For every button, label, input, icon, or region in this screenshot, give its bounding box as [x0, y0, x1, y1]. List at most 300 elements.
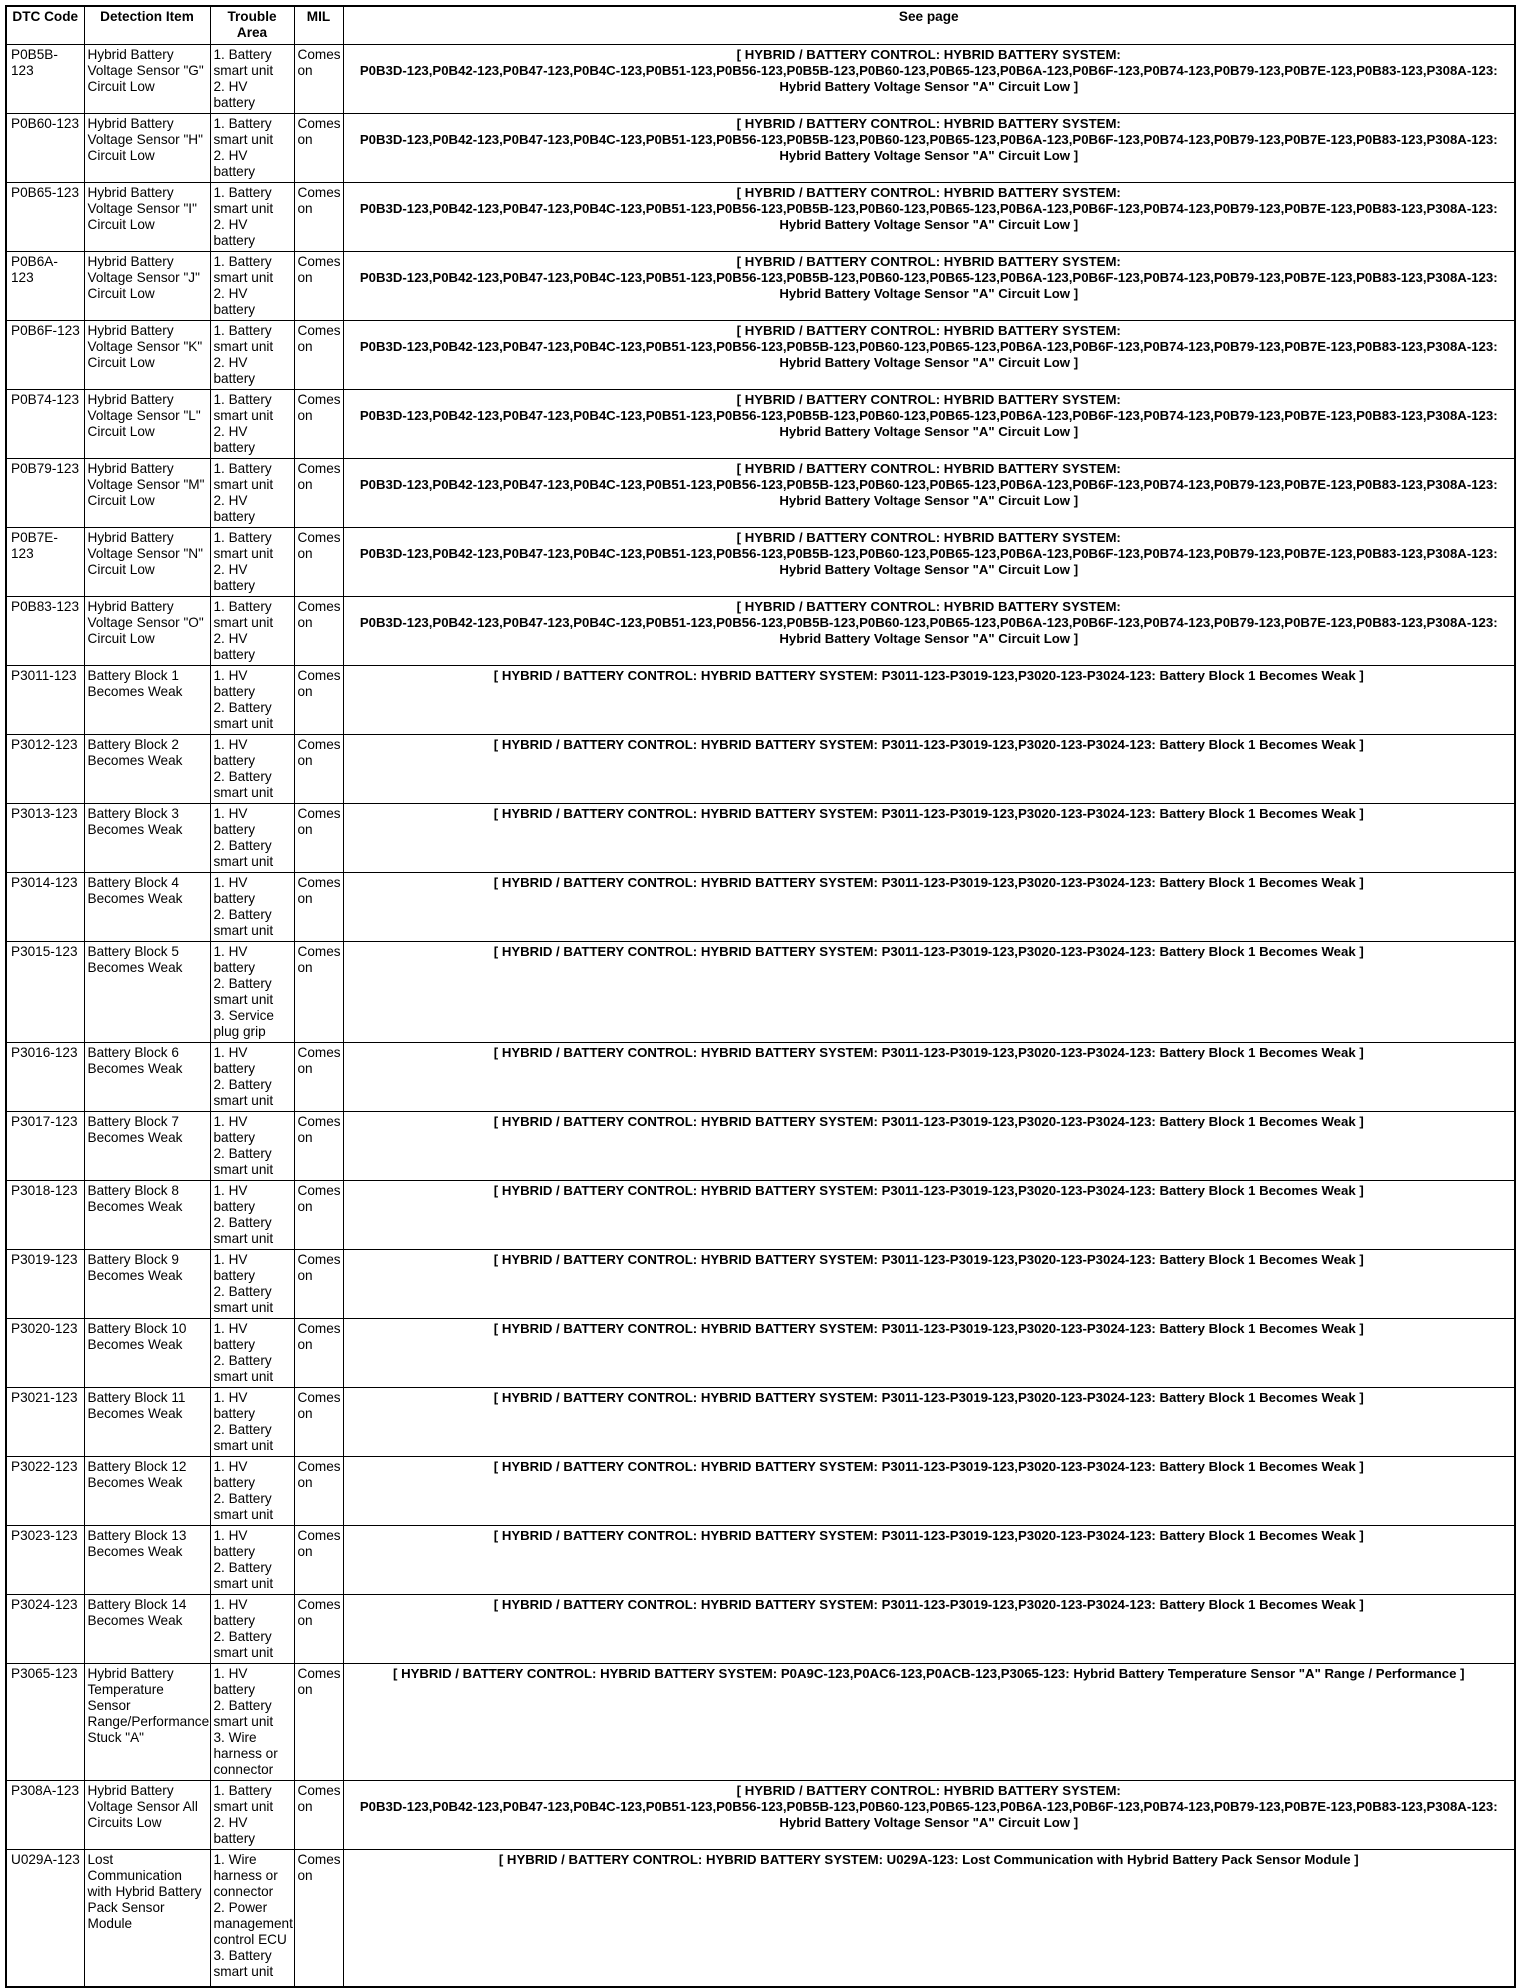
detection-item-line: Voltage Sensor "M" — [87, 476, 205, 492]
trouble-area-line: 2. HV battery — [213, 147, 256, 179]
see-page-link[interactable] — [343, 458, 1515, 527]
trouble-area-line: 1. Battery — [213, 529, 272, 545]
trouble-area-line: connector — [213, 1883, 274, 1899]
dtc-code: P3011-123 — [11, 667, 77, 683]
detection-item-line: Battery Block 4 — [87, 874, 179, 890]
trouble-area-line: 1. Wire — [213, 1851, 257, 1867]
detection-item-line: Hybrid Battery — [87, 1665, 174, 1681]
dtc-code-cell — [6, 872, 84, 941]
detection-item-cell — [84, 458, 210, 527]
mil-cell — [294, 182, 343, 251]
mil-line: on — [297, 1612, 313, 1628]
see-page-link[interactable] — [343, 803, 1515, 872]
trouble-area-line: 1. Battery — [213, 1782, 272, 1798]
see-page-line: P0B3D-123,P0B42-123,P0B47-123,P0B4C-123,P0B51-123,P0B56-123,P0B5B-123,P0B60-123,P0B65-123,P0B6A-123,P0B6F-123,P0B74-123,P0B79-123,P0B7E-123,P0B83-123,P308A-123: — [359, 62, 1498, 78]
dtc-code-cell — [6, 320, 84, 389]
see-page-line: [ HYBRID / BATTERY CONTROL: HYBRID BATTERY SYSTEM: — [736, 115, 1121, 131]
detection-item-line: Hybrid Battery — [87, 46, 174, 62]
detection-item-cell — [84, 1663, 210, 1780]
see-page-line: P0B3D-123,P0B42-123,P0B47-123,P0B4C-123,P0B51-123,P0B56-123,P0B5B-123,P0B60-123,P0B65-123,P0B6A-123,P0B6F-123,P0B74-123,P0B79-123,P0B7E-123,P0B83-123,P308A-123: — [359, 476, 1498, 492]
dtc-code: P0B6A-123 — [11, 253, 58, 285]
dtc-code-cell — [6, 1780, 84, 1849]
detection-item-line: Circuit Low — [87, 216, 155, 232]
see-page-line: [ HYBRID / BATTERY CONTROL: HYBRID BATTERY SYSTEM: P3011-123-P3019-123,P3020-123-P3024-123: Battery Block 1 Becomes Weak ] — [493, 874, 1364, 890]
dtc-code: U029A-123 — [11, 1851, 80, 1867]
mil-line: Comes — [297, 667, 341, 683]
detection-item-cell — [84, 182, 210, 251]
detection-item-line: Battery Block 14 — [87, 1596, 187, 1612]
trouble-area-line: smart unit — [213, 131, 274, 147]
see-page-link[interactable] — [343, 320, 1515, 389]
trouble-area-line: connector — [213, 1761, 274, 1777]
dtc-code: P3014-123 — [11, 874, 78, 890]
dtc-code-cell — [6, 1042, 84, 1111]
trouble-area-cell — [210, 458, 294, 527]
mil-line: on — [297, 269, 313, 285]
detection-item-line: Range/Performance — [87, 1713, 210, 1729]
trouble-area-line: smart unit — [213, 476, 274, 492]
mil-line: on — [297, 1867, 313, 1883]
detection-item-line: Battery Block 1 — [87, 667, 179, 683]
see-page-link[interactable] — [343, 1594, 1515, 1663]
detection-item-line: Voltage Sensor "O" — [87, 614, 204, 630]
see-page-link[interactable] — [343, 44, 1515, 113]
table-row — [6, 458, 1515, 527]
trouble-area-cell — [210, 1849, 294, 1987]
dtc-code-cell — [6, 182, 84, 251]
see-page-link[interactable] — [343, 1042, 1515, 1111]
trouble-area-cell — [210, 803, 294, 872]
dtc-code-cell — [6, 1663, 84, 1780]
trouble-area-line: 2. HV battery — [213, 423, 256, 455]
dtc-code: P3023-123 — [11, 1527, 78, 1543]
mil-cell — [294, 665, 343, 734]
trouble-area-line: smart unit — [213, 1092, 274, 1108]
dtc-code-cell — [6, 113, 84, 182]
detection-item-line: Voltage Sensor "N" — [87, 545, 203, 561]
trouble-area-line: 2. Battery — [213, 1352, 272, 1368]
trouble-area-cell — [210, 734, 294, 803]
trouble-area-line: smart unit — [213, 1299, 274, 1315]
see-page-link[interactable] — [343, 1525, 1515, 1594]
detection-item-line: Voltage Sensor "J" — [87, 269, 200, 285]
table-row — [6, 872, 1515, 941]
dtc-code-cell — [6, 44, 84, 113]
see-page-link[interactable] — [343, 1780, 1515, 1849]
dtc-code: P0B7E-123 — [11, 529, 58, 561]
mil-line: Comes — [297, 874, 341, 890]
dtc-code: P3065-123 — [11, 1665, 78, 1681]
trouble-area-cell — [210, 1456, 294, 1525]
table-row — [6, 1387, 1515, 1456]
trouble-area-cell — [210, 1111, 294, 1180]
dtc-code-cell — [6, 1849, 84, 1987]
detection-item-line: Becomes Weak — [87, 1405, 183, 1421]
mil-line: Comes — [297, 460, 341, 476]
see-page-link[interactable] — [343, 1849, 1515, 1987]
dtc-code-cell — [6, 1111, 84, 1180]
dtc-code-cell — [6, 1318, 84, 1387]
mil-line: Comes — [297, 46, 341, 62]
trouble-area-line: 1. HV battery — [213, 874, 256, 906]
see-page-link[interactable] — [343, 527, 1515, 596]
trouble-area-line: smart unit — [213, 1644, 274, 1660]
mil-line: Comes — [297, 1251, 341, 1267]
trouble-area-cell — [210, 389, 294, 458]
trouble-area-line: 3. Battery — [213, 1947, 272, 1963]
trouble-area-line: harness or — [213, 1745, 278, 1761]
table-row — [6, 1318, 1515, 1387]
see-page-link[interactable] — [343, 1318, 1515, 1387]
see-page-link[interactable] — [343, 1180, 1515, 1249]
trouble-area-line: 2. Battery — [213, 1697, 272, 1713]
dtc-code-cell — [6, 596, 84, 665]
table-row — [6, 1594, 1515, 1663]
trouble-area-line: 1. HV battery — [213, 1527, 256, 1559]
detection-item-line: Becomes Weak — [87, 1198, 183, 1214]
dtc-code: P3013-123 — [11, 805, 78, 821]
trouble-area-line: 1. HV battery — [213, 1458, 256, 1490]
detection-item-line: Lost — [87, 1851, 114, 1867]
detection-item-cell — [84, 527, 210, 596]
table-row — [6, 734, 1515, 803]
mil-cell — [294, 1318, 343, 1387]
mil-cell — [294, 320, 343, 389]
trouble-area-line: 1. HV battery — [213, 1320, 256, 1352]
see-page-line: [ HYBRID / BATTERY CONTROL: HYBRID BATTERY SYSTEM: P3011-123-P3019-123,P3020-123-P3024-123: Battery Block 1 Becomes Weak ] — [493, 1596, 1364, 1612]
detection-item-line: Circuit Low — [87, 630, 155, 646]
detection-item-line: Becomes Weak — [87, 1336, 183, 1352]
detection-item-line: Voltage Sensor "H" — [87, 131, 203, 147]
mil-cell — [294, 1780, 343, 1849]
mil-line: on — [297, 62, 313, 78]
detection-item-line: Becomes Weak — [87, 1612, 183, 1628]
detection-item-line: Battery Block 3 — [87, 805, 179, 821]
detection-item-cell — [84, 1456, 210, 1525]
table-row — [6, 1249, 1515, 1318]
trouble-area-line: 1. Battery — [213, 598, 272, 614]
detection-item-line: Battery Block 9 — [87, 1251, 179, 1267]
trouble-area-line: 3. Service — [213, 1007, 274, 1023]
table-row — [6, 1849, 1515, 1987]
header-dtc-code: DTC Code — [6, 6, 84, 44]
trouble-area-line: smart unit — [213, 1713, 274, 1729]
detection-item-line: Hybrid Battery — [87, 598, 174, 614]
see-page-line: P0B3D-123,P0B42-123,P0B47-123,P0B4C-123,P0B51-123,P0B56-123,P0B5B-123,P0B60-123,P0B65-123,P0B6A-123,P0B6F-123,P0B74-123,P0B79-123,P0B7E-123,P0B83-123,P308A-123: — [359, 407, 1498, 423]
see-page-line: [ HYBRID / BATTERY CONTROL: HYBRID BATTERY SYSTEM: P3011-123-P3019-123,P3020-123-P3024-123: Battery Block 1 Becomes Weak ] — [493, 736, 1364, 752]
mil-line: Comes — [297, 529, 341, 545]
detection-item-cell — [84, 734, 210, 803]
see-page-line: Hybrid Battery Voltage Sensor "A" Circuit Low ] — [779, 78, 1079, 94]
table-row — [6, 1456, 1515, 1525]
mil-line: Comes — [297, 805, 341, 821]
see-page-line: Hybrid Battery Voltage Sensor "A" Circuit Low ] — [779, 354, 1079, 370]
see-page-link[interactable] — [343, 734, 1515, 803]
detection-item-line: Circuit Low — [87, 561, 155, 577]
trouble-area-cell — [210, 596, 294, 665]
trouble-area-line: harness or — [213, 1867, 278, 1883]
trouble-area-line: smart unit — [213, 338, 274, 354]
trouble-area-line: smart unit — [213, 991, 274, 1007]
mil-line: on — [297, 338, 313, 354]
trouble-area-line: 1. HV battery — [213, 805, 256, 837]
see-page-line: [ HYBRID / BATTERY CONTROL: HYBRID BATTERY SYSTEM: P3011-123-P3019-123,P3020-123-P3024-123: Battery Block 1 Becomes Weak ] — [493, 1044, 1364, 1060]
mil-cell — [294, 1111, 343, 1180]
mil-cell — [294, 1042, 343, 1111]
detection-item-line: Pack Sensor — [87, 1899, 165, 1915]
detection-item-cell — [84, 872, 210, 941]
trouble-area-line: smart unit — [213, 1230, 274, 1246]
see-page-link[interactable] — [343, 1111, 1515, 1180]
trouble-area-line: smart unit — [213, 922, 274, 938]
mil-line: Comes — [297, 1782, 341, 1798]
detection-item-cell — [84, 941, 210, 1042]
detection-item-line: with Hybrid Battery — [87, 1883, 202, 1899]
dtc-code: P3016-123 — [11, 1044, 78, 1060]
dtc-code-cell — [6, 251, 84, 320]
see-page-link[interactable] — [343, 941, 1515, 1042]
dtc-code-cell — [6, 734, 84, 803]
detection-item-line: Sensor — [87, 1697, 131, 1713]
detection-item-line: Becomes Weak — [87, 1129, 183, 1145]
table-row — [6, 1780, 1515, 1849]
trouble-area-cell — [210, 1387, 294, 1456]
dtc-code-cell — [6, 527, 84, 596]
detection-item-line: Becomes Weak — [87, 1543, 183, 1559]
mil-line: on — [297, 1267, 313, 1283]
dtc-code: P3018-123 — [11, 1182, 78, 1198]
detection-item-line: Becomes Weak — [87, 959, 183, 975]
trouble-area-cell — [210, 941, 294, 1042]
dtc-code: P3017-123 — [11, 1113, 78, 1129]
trouble-area-cell — [210, 1594, 294, 1663]
see-page-link[interactable] — [343, 1456, 1515, 1525]
trouble-area-line: management — [213, 1915, 293, 1931]
detection-item-line: Battery Block 11 — [87, 1389, 186, 1405]
mil-cell — [294, 1456, 343, 1525]
mil-line: on — [297, 407, 313, 423]
see-page-line: [ HYBRID / BATTERY CONTROL: HYBRID BATTERY SYSTEM: — [736, 391, 1121, 407]
trouble-area-line: 1. HV battery — [213, 1251, 256, 1283]
mil-line: on — [297, 614, 313, 630]
detection-item-line: Hybrid Battery — [87, 322, 174, 338]
see-page-line: [ HYBRID / BATTERY CONTROL: HYBRID BATTERY SYSTEM: U029A-123: Lost Communication with Hybrid Battery Pack Sensor Module ] — [498, 1851, 1359, 1867]
dtc-code: P3012-123 — [11, 736, 78, 752]
detection-item-line: Battery Block 13 — [87, 1527, 187, 1543]
see-page-line: P0B3D-123,P0B42-123,P0B47-123,P0B4C-123,P0B51-123,P0B56-123,P0B5B-123,P0B60-123,P0B65-123,P0B6A-123,P0B6F-123,P0B74-123,P0B79-123,P0B7E-123,P0B83-123,P308A-123: — [359, 338, 1498, 354]
trouble-area-line: 1. Battery — [213, 460, 272, 476]
mil-line: on — [297, 200, 313, 216]
dtc-code: P0B5B-123 — [11, 46, 58, 78]
see-page-line: [ HYBRID / BATTERY CONTROL: HYBRID BATTERY SYSTEM: P3011-123-P3019-123,P3020-123-P3024-123: Battery Block 1 Becomes Weak ] — [493, 1458, 1364, 1474]
see-page-line: [ HYBRID / BATTERY CONTROL: HYBRID BATTERY SYSTEM: P3011-123-P3019-123,P3020-123-P3024-123: Battery Block 1 Becomes Weak ] — [493, 1182, 1364, 1198]
dtc-code: P3020-123 — [11, 1320, 78, 1336]
trouble-area-line: 2. Battery — [213, 975, 272, 991]
dtc-code-cell — [6, 803, 84, 872]
see-page-line: P0B3D-123,P0B42-123,P0B47-123,P0B4C-123,P0B51-123,P0B56-123,P0B5B-123,P0B60-123,P0B65-123,P0B6A-123,P0B6F-123,P0B74-123,P0B79-123,P0B7E-123,P0B83-123,P308A-123: — [359, 614, 1498, 630]
trouble-area-cell — [210, 1042, 294, 1111]
see-page-line: [ HYBRID / BATTERY CONTROL: HYBRID BATTERY SYSTEM: P3011-123-P3019-123,P3020-123-P3024-123: Battery Block 1 Becomes Weak ] — [493, 805, 1364, 821]
detection-item-line: Becomes Weak — [87, 683, 183, 699]
trouble-area-line: 1. HV battery — [213, 667, 256, 699]
dtc-code: P3021-123 — [11, 1389, 78, 1405]
detection-item-line: Battery Block 8 — [87, 1182, 179, 1198]
mil-cell — [294, 389, 343, 458]
see-page-link[interactable] — [343, 872, 1515, 941]
mil-cell — [294, 1849, 343, 1987]
see-page-line: [ HYBRID / BATTERY CONTROL: HYBRID BATTERY SYSTEM: P0A9C-123,P0AC6-123,P0ACB-123,P3065-123: Hybrid Battery Temperature Sensor "A" Range / Performance ] — [393, 1665, 1465, 1681]
detection-item-line: Circuit Low — [87, 423, 155, 439]
trouble-area-line: 2. Battery — [213, 1421, 272, 1437]
dtc-code-cell — [6, 1525, 84, 1594]
detection-item-cell — [84, 1180, 210, 1249]
table-row — [6, 113, 1515, 182]
trouble-area-cell — [210, 182, 294, 251]
mil-line: Comes — [297, 391, 341, 407]
mil-line: on — [297, 821, 313, 837]
mil-cell — [294, 596, 343, 665]
detection-item-line: Temperature — [87, 1681, 164, 1697]
see-page-link[interactable] — [343, 251, 1515, 320]
detection-item-line: Becomes Weak — [87, 1474, 183, 1490]
trouble-area-cell — [210, 44, 294, 113]
detection-item-line: Hybrid Battery — [87, 184, 174, 200]
trouble-area-line: 1. HV battery — [213, 736, 256, 768]
mil-cell — [294, 1180, 343, 1249]
dtc-code-cell — [6, 458, 84, 527]
dtc-code: P3019-123 — [11, 1251, 78, 1267]
detection-item-cell — [84, 320, 210, 389]
trouble-area-cell — [210, 113, 294, 182]
trouble-area-line: smart unit — [213, 62, 274, 78]
mil-line: Comes — [297, 1389, 341, 1405]
dtc-code-cell — [6, 1594, 84, 1663]
mil-cell — [294, 251, 343, 320]
detection-item-line: Becomes Weak — [87, 821, 183, 837]
trouble-area-line: 1. Battery — [213, 46, 272, 62]
dtc-code-cell — [6, 1249, 84, 1318]
see-page-link[interactable] — [343, 1663, 1515, 1780]
trouble-area-line: 2. Battery — [213, 1490, 272, 1506]
mil-line: on — [297, 959, 313, 975]
detection-item-cell — [84, 1249, 210, 1318]
detection-item-line: Circuit Low — [87, 354, 155, 370]
see-page-line: [ HYBRID / BATTERY CONTROL: HYBRID BATTERY SYSTEM: — [736, 460, 1121, 476]
mil-line: on — [297, 131, 313, 147]
mil-cell — [294, 1387, 343, 1456]
see-page-link[interactable] — [343, 182, 1515, 251]
see-page-line: P0B3D-123,P0B42-123,P0B47-123,P0B4C-123,P0B51-123,P0B56-123,P0B5B-123,P0B60-123,P0B65-123,P0B6A-123,P0B6F-123,P0B74-123,P0B79-123,P0B7E-123,P0B83-123,P308A-123: — [359, 269, 1498, 285]
table-row — [6, 44, 1515, 113]
dtc-code-cell — [6, 1456, 84, 1525]
detection-item-line: Battery Block 12 — [87, 1458, 187, 1474]
trouble-area-line: 2. Power — [213, 1899, 268, 1915]
header-detection-item: Detection Item — [84, 6, 210, 44]
see-page-line: [ HYBRID / BATTERY CONTROL: HYBRID BATTERY SYSTEM: — [736, 46, 1121, 62]
detection-item-line: Becomes Weak — [87, 752, 183, 768]
detection-item-line: Voltage Sensor "L" — [87, 407, 201, 423]
dtc-code: P0B79-123 — [11, 460, 80, 476]
mil-line: Comes — [297, 1596, 341, 1612]
trouble-area-line: 2. Battery — [213, 768, 272, 784]
trouble-area-cell — [210, 1249, 294, 1318]
see-page-link[interactable] — [343, 665, 1515, 734]
mil-cell — [294, 1249, 343, 1318]
mil-line: Comes — [297, 184, 341, 200]
table-row — [6, 596, 1515, 665]
header-see-page: See page — [343, 6, 1515, 44]
see-page-line: [ HYBRID / BATTERY CONTROL: HYBRID BATTERY SYSTEM: — [736, 1782, 1121, 1798]
trouble-area-line: smart unit — [213, 1161, 274, 1177]
trouble-area-cell — [210, 527, 294, 596]
table-row — [6, 665, 1515, 734]
see-page-line: [ HYBRID / BATTERY CONTROL: HYBRID BATTERY SYSTEM: P3011-123-P3019-123,P3020-123-P3024-123: Battery Block 1 Becomes Weak ] — [493, 1320, 1364, 1336]
trouble-area-line: smart unit — [213, 1506, 274, 1522]
see-page-line: P0B3D-123,P0B42-123,P0B47-123,P0B4C-123,P0B51-123,P0B56-123,P0B5B-123,P0B60-123,P0B65-123,P0B6A-123,P0B6F-123,P0B74-123,P0B79-123,P0B7E-123,P0B83-123,P308A-123: — [359, 545, 1498, 561]
see-page-line: [ HYBRID / BATTERY CONTROL: HYBRID BATTERY SYSTEM: — [736, 322, 1121, 338]
trouble-area-line: 2. HV battery — [213, 1814, 256, 1846]
trouble-area-line: 1. HV battery — [213, 1044, 256, 1076]
see-page-link[interactable] — [343, 389, 1515, 458]
mil-line: Comes — [297, 1320, 341, 1336]
table-row — [6, 1525, 1515, 1594]
mil-line: Comes — [297, 322, 341, 338]
trouble-area-line: smart unit — [213, 1798, 274, 1814]
trouble-area-line: 1. Battery — [213, 184, 272, 200]
trouble-area-line: 1. HV battery — [213, 943, 256, 975]
dtc-code-cell — [6, 941, 84, 1042]
mil-line: on — [297, 1681, 313, 1697]
mil-cell — [294, 113, 343, 182]
mil-cell — [294, 941, 343, 1042]
see-page-link[interactable] — [343, 1249, 1515, 1318]
mil-line: Comes — [297, 1044, 341, 1060]
trouble-area-line: 2. Battery — [213, 699, 272, 715]
trouble-area-line: 2. Battery — [213, 837, 272, 853]
trouble-area-line: 1. Battery — [213, 253, 272, 269]
detection-item-cell — [84, 113, 210, 182]
detection-item-line: Circuits Low — [87, 1814, 162, 1830]
mil-cell — [294, 1663, 343, 1780]
see-page-link[interactable] — [343, 596, 1515, 665]
see-page-line: [ HYBRID / BATTERY CONTROL: HYBRID BATTERY SYSTEM: P3011-123-P3019-123,P3020-123-P3024-123: Battery Block 1 Becomes Weak ] — [493, 1251, 1364, 1267]
trouble-area-line: plug grip — [213, 1023, 266, 1039]
detection-item-line: Hybrid Battery — [87, 391, 174, 407]
see-page-line: Hybrid Battery Voltage Sensor "A" Circuit Low ] — [779, 492, 1079, 508]
see-page-link[interactable] — [343, 113, 1515, 182]
dtc-code: P0B83-123 — [11, 598, 80, 614]
trouble-area-line: 1. HV battery — [213, 1182, 256, 1214]
see-page-line: [ HYBRID / BATTERY CONTROL: HYBRID BATTERY SYSTEM: — [736, 598, 1121, 614]
detection-item-line: Circuit Low — [87, 78, 155, 94]
see-page-link[interactable] — [343, 1387, 1515, 1456]
trouble-area-line: 1. HV battery — [213, 1665, 256, 1697]
trouble-area-line: 2. HV battery — [213, 285, 256, 317]
mil-line: on — [297, 476, 313, 492]
mil-line: on — [297, 1129, 313, 1145]
see-page-line: Hybrid Battery Voltage Sensor "A" Circuit Low ] — [779, 630, 1079, 646]
detection-item-cell — [84, 1318, 210, 1387]
detection-item-line: Battery Block 6 — [87, 1044, 179, 1060]
see-page-line: [ HYBRID / BATTERY CONTROL: HYBRID BATTERY SYSTEM: P3011-123-P3019-123,P3020-123-P3024-123: Battery Block 1 Becomes Weak ] — [493, 1389, 1364, 1405]
see-page-line: Hybrid Battery Voltage Sensor "A" Circuit Low ] — [779, 423, 1079, 439]
detection-item-line: Voltage Sensor All — [87, 1798, 198, 1814]
trouble-area-line: smart unit — [213, 1575, 274, 1591]
see-page-line: [ HYBRID / BATTERY CONTROL: HYBRID BATTERY SYSTEM: — [736, 253, 1121, 269]
see-page-line: Hybrid Battery Voltage Sensor "A" Circuit Low ] — [779, 147, 1079, 163]
mil-line: Comes — [297, 1851, 341, 1867]
trouble-area-cell — [210, 1318, 294, 1387]
